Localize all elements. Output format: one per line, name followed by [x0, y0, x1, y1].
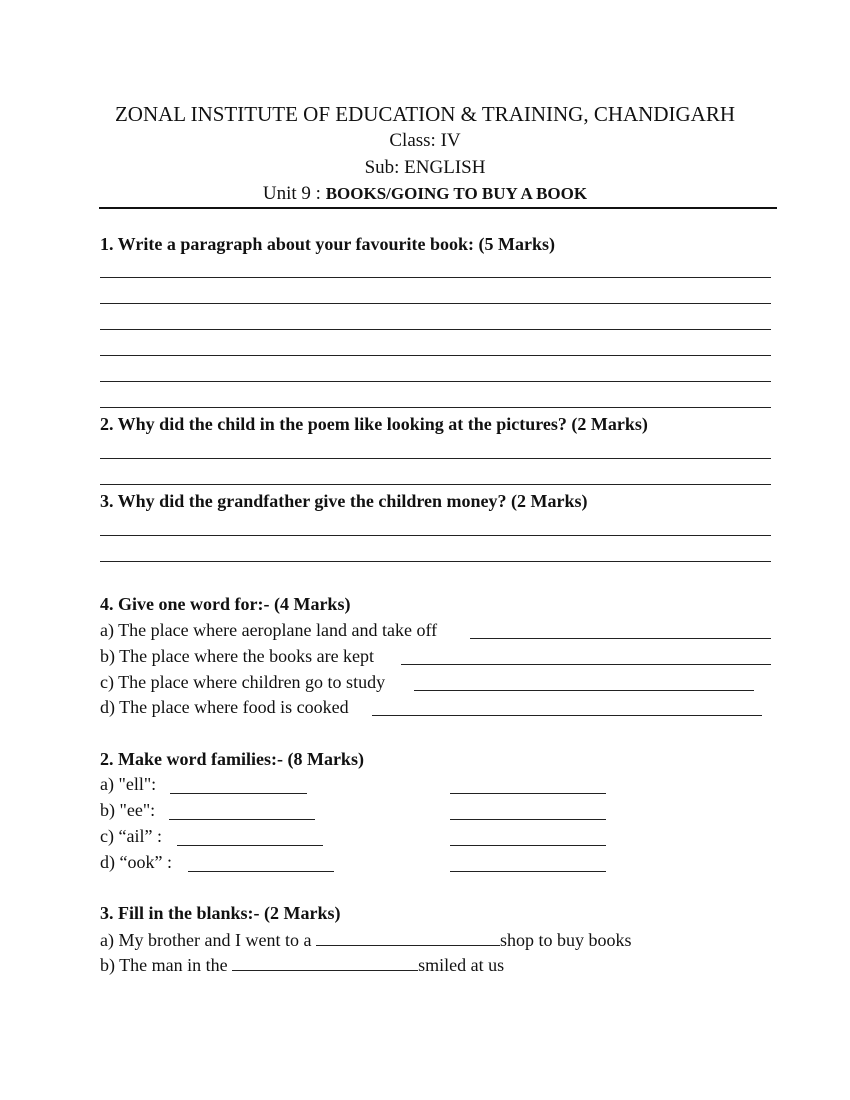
- q4-item-b: b) The place where the books are kept: [100, 646, 375, 666]
- answer-blank[interactable]: [450, 845, 606, 846]
- unit-heading: [0, 184, 850, 204]
- q5-item-c: c) “ail” :: [100, 826, 162, 846]
- answer-blank[interactable]: [232, 956, 418, 971]
- answer-line[interactable]: [100, 484, 771, 485]
- answer-blank[interactable]: [177, 845, 323, 846]
- question-4: 4. Give one word for:- (4 Marks): [100, 594, 351, 614]
- q4-item-a: a) The place where aeroplane land and take off: [100, 620, 438, 640]
- question-2: 2. Why did the child in the poem like looking at the pictures? (2 Marks): [100, 414, 648, 434]
- answer-blank[interactable]: [316, 931, 500, 946]
- answer-blank[interactable]: [414, 690, 754, 691]
- q6-b-after: smiled at us: [418, 955, 505, 975]
- answer-blank[interactable]: [170, 793, 307, 794]
- q6-a-text: a) My brother and I went to a: [100, 930, 316, 950]
- answer-line[interactable]: [100, 535, 771, 536]
- unit-prefix: Unit 9 :: [262, 183, 326, 204]
- q4-item-d: d) The place where food is cooked: [100, 697, 349, 717]
- q6-a-after: shop to buy books: [499, 930, 632, 950]
- answer-blank[interactable]: [169, 819, 315, 820]
- question-5: 2. Make word families:- (8 Marks): [100, 749, 364, 769]
- answer-line[interactable]: [100, 355, 771, 356]
- q6-item-a: [100, 930, 631, 950]
- answer-blank[interactable]: [372, 715, 762, 716]
- q6-b-text: b) The man in the: [100, 955, 233, 975]
- answer-blank[interactable]: [450, 819, 606, 820]
- answer-line[interactable]: [100, 458, 771, 459]
- answer-line[interactable]: [100, 381, 771, 382]
- q5-item-b: b) "ee":: [100, 800, 156, 820]
- institute-title: ZONAL INSTITUTE OF EDUCATION & TRAINING, CHANDIGARH: [114, 102, 736, 126]
- answer-line[interactable]: [100, 303, 771, 304]
- question-1: 1. Write a paragraph about your favourite book: (5 Marks): [100, 234, 556, 254]
- question-3: 3. Why did the grandfather give the children money? (2 Marks): [100, 491, 588, 511]
- q4-item-c: c) The place where children go to study: [100, 672, 386, 692]
- answer-blank[interactable]: [450, 871, 606, 872]
- answer-blank[interactable]: [470, 638, 771, 639]
- header-divider: [99, 207, 777, 209]
- answer-line[interactable]: [100, 329, 771, 330]
- unit-title: BOOKS/GOING TO BUY A BOOK: [325, 184, 588, 203]
- q5-item-a: a) "ell":: [100, 774, 157, 794]
- q6-item-b: [100, 955, 504, 975]
- answer-blank[interactable]: [188, 871, 334, 872]
- answer-blank[interactable]: [450, 793, 606, 794]
- answer-blank[interactable]: [401, 664, 771, 665]
- question-6: 3. Fill in the blanks:- (2 Marks): [100, 903, 341, 923]
- class-label: Class: IV: [389, 130, 461, 151]
- q5-item-d: d) “ook” :: [100, 852, 172, 872]
- answer-line[interactable]: [100, 277, 771, 278]
- answer-line[interactable]: [100, 561, 771, 562]
- answer-line[interactable]: [100, 407, 771, 408]
- subject-label: Sub: ENGLISH: [364, 157, 486, 178]
